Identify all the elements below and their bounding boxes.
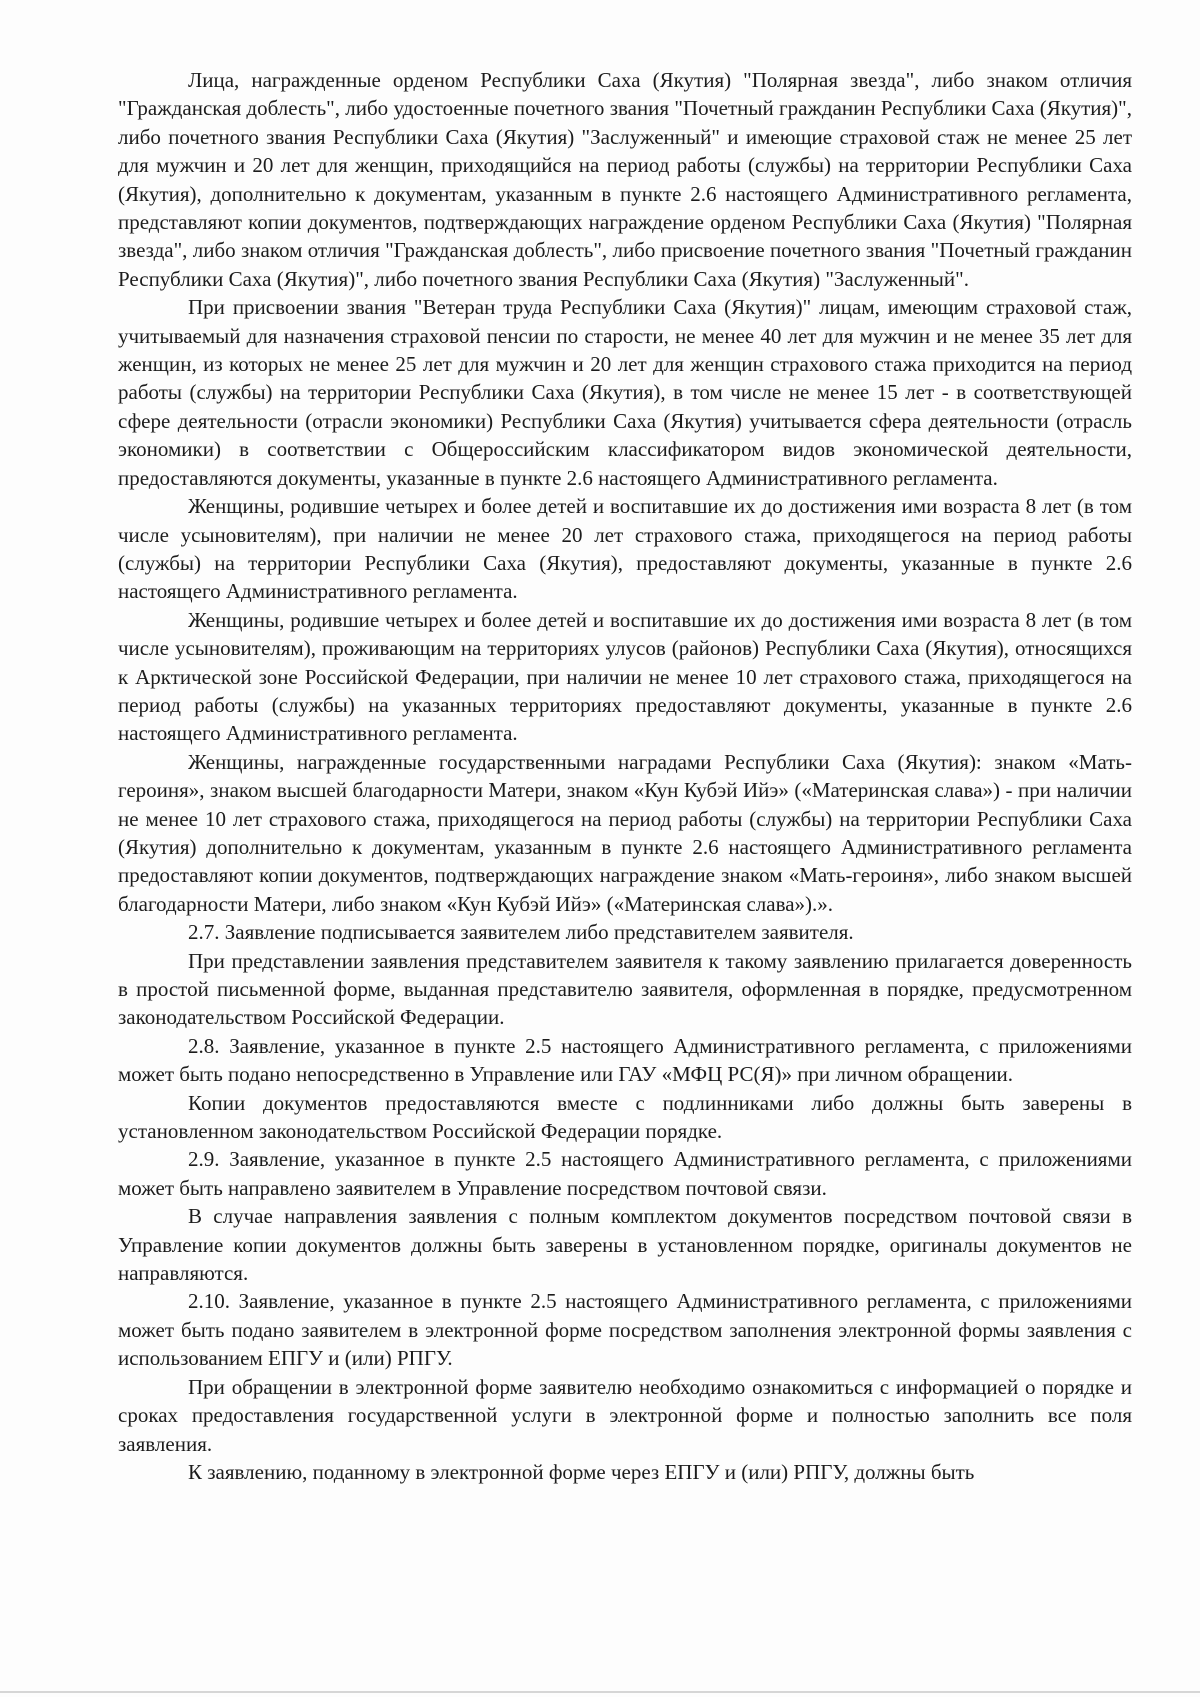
paragraph-labor-veteran-title: При присвоении звания "Ветеран труда Республики Саха (Якутия)" лицам, имеющим страховой стаж, учитываемый для назначения страховой пенсии по старости, не менее 40 лет для мужчин и не менее 35 лет для женщин, из которых не менее 25 лет для мужчин и 20 лет для женщин страхового стажа приходится на период работы (службы) на территории Республики Саха (Якутия), в том числе не менее 15 лет - в соответствующей сфере деятельности (отрасли экономики) Республики Саха (Якутия) учитывается сфера деятельности (отрасль экономики) в соответствии с Общероссийским классификатором видов экономической деятельности, предоставляются документы, указанные в пункте 2.6 настоящего Административного регламента. bbox=[118, 295, 1132, 490]
paragraph-2-10-electronic: 2.10. Заявление, указанное в пункте 2.5 настоящего Административного регламента, с приложениями может быть подано заявителем в электронной форме посредством заполнения электронной формы заявления с использованием ЕПГУ и (или) РПГУ. bbox=[118, 1289, 1132, 1371]
paragraph-women-arctic-zone: Женщины, родившие четырех и более детей и воспитавшие их до достижения ими возраста 8 лет (в том числе усыновителям), проживающим на территориях улусов (районов) Республики Саха (Якутия), относящихся к Арктической зоне Российской Федерации, при наличии не менее 10 лет страхового стажа, приходящегося на период работы (службы) на указанных территориях предоставляют документы, указанные в пункте 2.6 настоящего Административного регламента. bbox=[118, 607, 1132, 746]
document-body bbox=[118, 66, 1132, 1486]
paragraph-representative-power-of-attorney: При представлении заявления представителем заявителя к такому заявлению прилагается доверенность в простой письменной форме, выданная представителю заявителя, оформленная в порядке, предусмотренном законодательством Российской Федерации. bbox=[118, 948, 1132, 1030]
paragraph-document-copies: Копии документов предоставляются вместе с подлинниками либо должны быть заверены в установленном законодательством Российской Федерации порядке. bbox=[118, 1090, 1132, 1144]
scan-bottom-edge bbox=[0, 1691, 1200, 1693]
paragraph-polar-star-award: Лица, награжденные орденом Республики Саха (Якутия) "Полярная звезда", либо знаком отличия "Гражданская доблесть", либо удостоенные почетного звания "Почетный гражданин Республики Саха (Якутия)", либо почетного звания Республики Саха (Якутия) "Заслуженный" и имеющие страховой стаж не менее 25 лет для мужчин и 20 лет для женщин, приходящийся на период работы (службы) на территории Республики Саха (Якутия), дополнительно к документам, указанным в пункте 2.6 настоящего Административного регламента, представляют копии документов, подтверждающих награждение орденом Республики Саха (Якутия) "Полярная звезда", либо знаком отличия "Гражданская доблесть", либо присвоение почетного звания "Почетный гражданин Республики Саха (Якутия)", либо почетного звания Республики Саха (Якутия) "Заслуженный". bbox=[118, 68, 1132, 291]
paragraph-electronic-instructions: При обращении в электронной форме заявителю необходимо ознакомиться с информацией о порядке и сроках предоставления государственной услуги в электронной форме и полностью заполнить все поля заявления. bbox=[118, 1374, 1132, 1456]
paragraph-2-8-in-person: 2.8. Заявление, указанное в пункте 2.5 настоящего Административного регламента, с приложениями может быть подано непосредственно в Управление или ГАУ «МФЦ РС(Я)» при личном обращении. bbox=[118, 1033, 1132, 1087]
paragraph-electronic-attachments: К заявлению, поданному в электронной форме через ЕПГУ и (или) РПГУ, должны быть bbox=[188, 1459, 975, 1484]
paragraph-2-7-signature: 2.7. Заявление подписывается заявителем либо представителем заявителя. bbox=[188, 920, 854, 945]
paragraph-2-9-postal: 2.9. Заявление, указанное в пункте 2.5 настоящего Административного регламента, с приложениями может быть направлено заявителем в Управление посредством почтовой связи. bbox=[118, 1147, 1132, 1200]
paragraph-postal-copies: В случае направления заявления с полным комплектом документов посредством почтовой связи в Управление копии документов должны быть заверены в установленном порядке, оригиналы документов не направляются. bbox=[118, 1204, 1132, 1286]
paragraph-women-state-awards: Женщины, награжденные государственными наградами Республики Саха (Якутия): знаком «Мать-героиня», знаком высшей благодарности Матери, знаком «Кун Кубэй Ийэ» («Материнская слава») - при наличии не менее 10 лет страхового стажа, приходящегося на период работы (службы) на территории Республики Саха (Якутия) дополнительно к документам, указанным в пункте 2.6 настоящего Административного регламента предоставляют копии документов, подтверждающих награждение знаком «Мать-героиня», либо знаком высшей благодарности Матери, либо знаком «Кун Кубэй Ийэ» («Материнская слава»).». bbox=[118, 749, 1132, 916]
paragraph-women-four-children: Женщины, родившие четырех и более детей и воспитавшие их до достижения ими возраста 8 лет (в том числе усыновителям), при наличии не менее 20 лет страхового стажа, приходящегося на период работы (службы) на территории Республики Саха (Якутия), предоставляют документы, указанные в пункте 2.6 настоящего Административного регламента. bbox=[118, 494, 1132, 604]
